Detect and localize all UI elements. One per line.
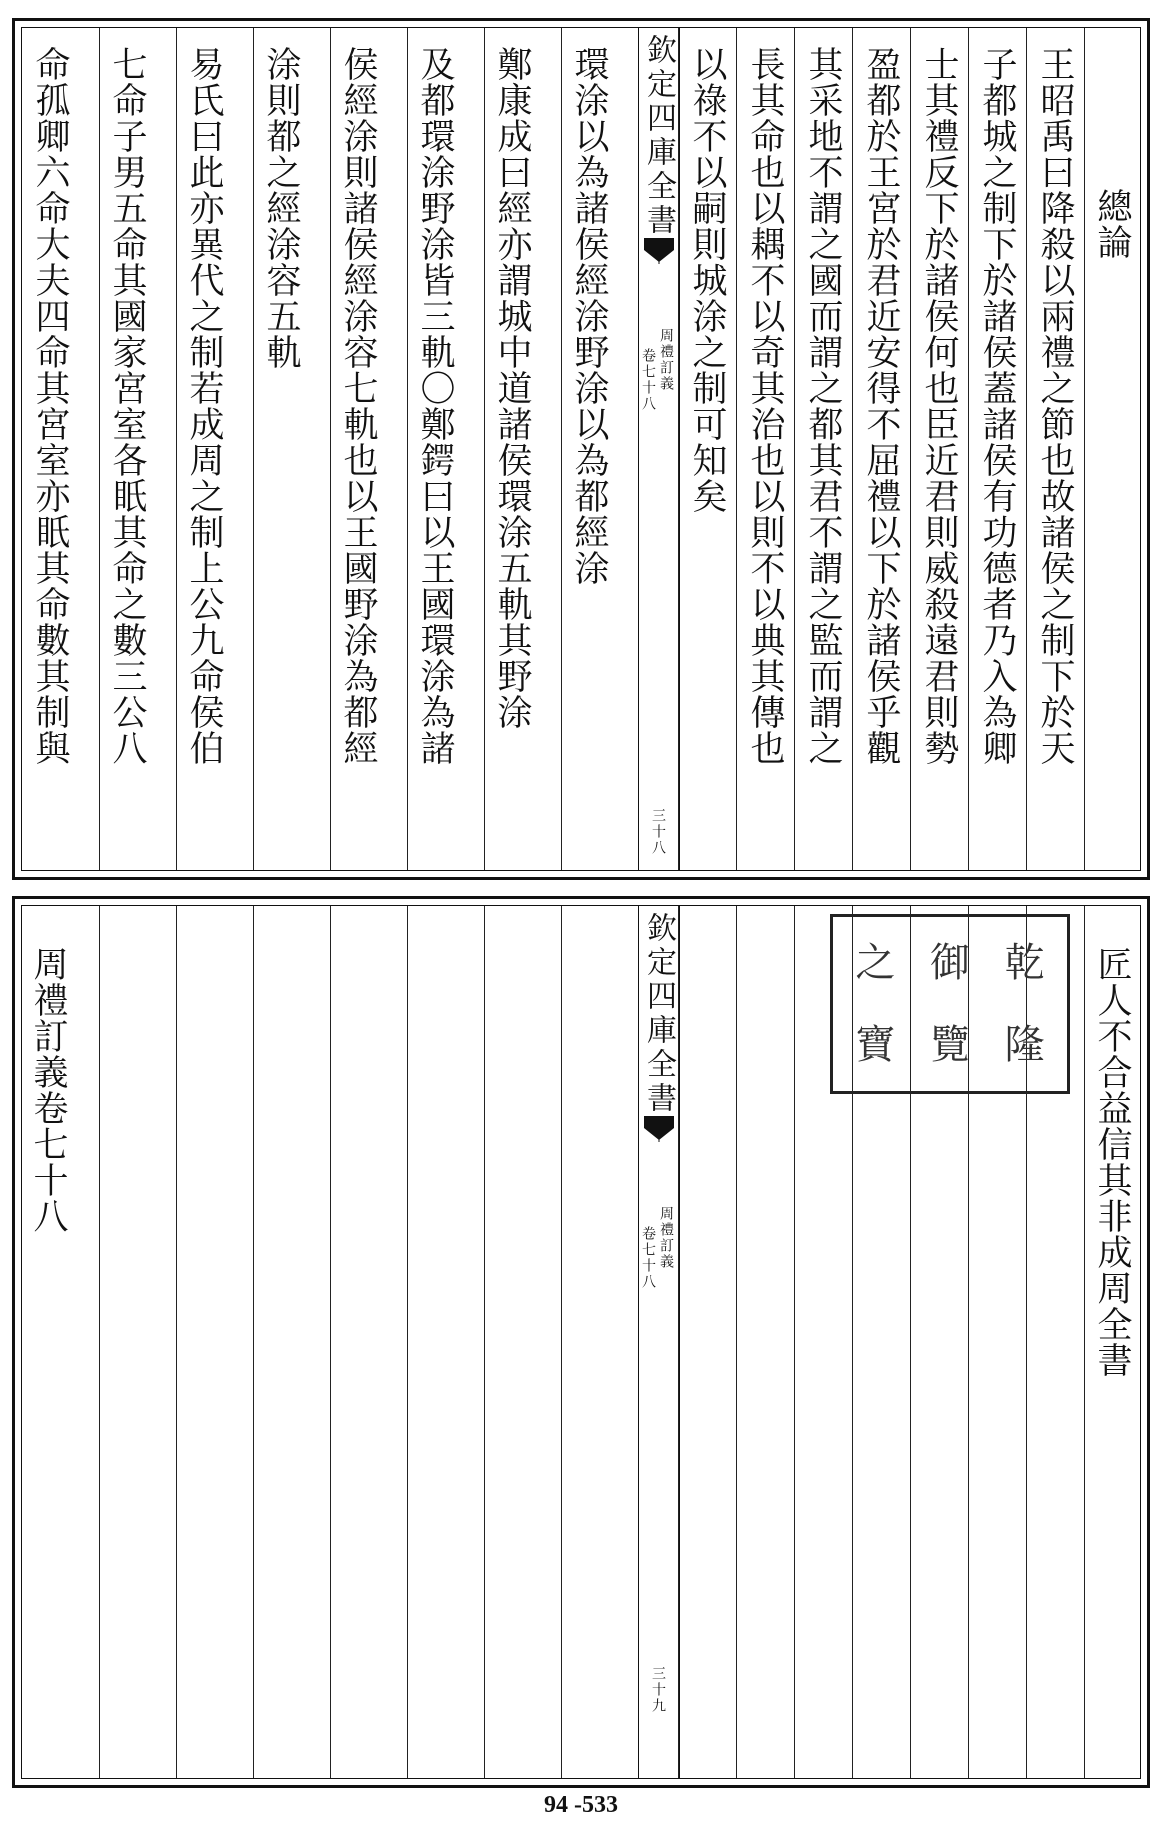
center-fold-column [638, 906, 680, 1778]
text-column: 侯經涂則諸侯經涂容七軌也以王國野涂為都經 [338, 46, 378, 766]
fishtail-mark [644, 1116, 674, 1142]
center-folio: 三十八 [650, 808, 666, 856]
column-rule [253, 906, 330, 1778]
column-rule [176, 906, 253, 1778]
text-column: 子都城之制下於諸侯蓋諸侯有功德者乃入為卿 [977, 46, 1017, 766]
bottom-leaf-frame [21, 905, 1141, 1779]
center-book-name: 周禮訂義 [658, 328, 674, 392]
center-juan: 卷七十八 [640, 1226, 656, 1290]
text-column: 其采地不謂之國而謂之都其君不謂之監而謂之 [803, 46, 843, 766]
text-column: 涂則都之經涂容五軌 [261, 46, 301, 370]
text-column: 以祿不以嗣則城涂之制可知矣 [687, 46, 727, 514]
fishtail-mark [644, 238, 674, 264]
column-rule [407, 906, 484, 1778]
top-leaf-frame [21, 27, 1141, 871]
center-title: 欽定四庫全書 [641, 34, 676, 238]
juan-end-title: 周禮訂義卷七十八 [28, 946, 68, 1234]
center-book-name: 周禮訂義 [658, 1206, 674, 1270]
seal-character: 覽 [929, 1022, 970, 1068]
text-column: 環涂以為諸侯經涂野涂以為都經涂 [569, 46, 609, 586]
top-leaf [12, 18, 1150, 880]
imperial-seal [830, 914, 1070, 1094]
column-rule [561, 906, 638, 1778]
text-column: 七命子男五命其國家宮室各眂其命之數三公八 [107, 46, 147, 766]
column-rule [678, 906, 736, 1778]
column-rule [736, 906, 794, 1778]
seal-character: 寶 [855, 1022, 896, 1068]
text-column: 命孤卿六命大夫四命其宮室亦眂其命數其制與 [30, 46, 70, 766]
text-column: 長其命也以耦不以奇其治也以則不以典其傳也 [745, 46, 785, 766]
text-column: 士其禮反下於諸侯何也臣近君則威殺遠君則勢 [919, 46, 959, 766]
bottom-leaf [12, 896, 1150, 1788]
seal-character: 乾 [1004, 940, 1045, 986]
text-column: 王昭禹曰降殺以兩禮之節也故諸侯之制下於天 [1035, 46, 1075, 766]
page-number: 94 -533 [544, 1792, 618, 1818]
text-column: 鄭康成曰經亦謂城中道諸侯環涂五軌其野涂 [492, 46, 532, 730]
center-title: 欽定四庫全書 [641, 912, 676, 1116]
column-rule [484, 906, 561, 1778]
column-rule [330, 906, 407, 1778]
column-rule [99, 906, 176, 1778]
text-column: 及都環涂野涂皆三軌〇鄭鍔曰以王國環涂為諸 [415, 46, 455, 766]
center-folio: 三十九 [650, 1666, 666, 1714]
seal-character: 隆 [1004, 1022, 1045, 1068]
seal-character: 御 [929, 940, 970, 986]
seal-character: 之 [855, 940, 896, 986]
text-column: 盈都於王宮於君近安得不屈禮以下於諸侯乎觀 [861, 46, 901, 766]
text-column: 易氏曰此亦異代之制若成周之制上公九命侯伯 [184, 46, 224, 766]
section-heading: 總論 [1092, 188, 1132, 260]
column-rule [1084, 28, 1142, 870]
center-juan: 卷七十八 [640, 348, 656, 412]
text-column: 匠人不合益信其非成周全書 [1092, 946, 1132, 1378]
center-fold-column [638, 28, 680, 870]
